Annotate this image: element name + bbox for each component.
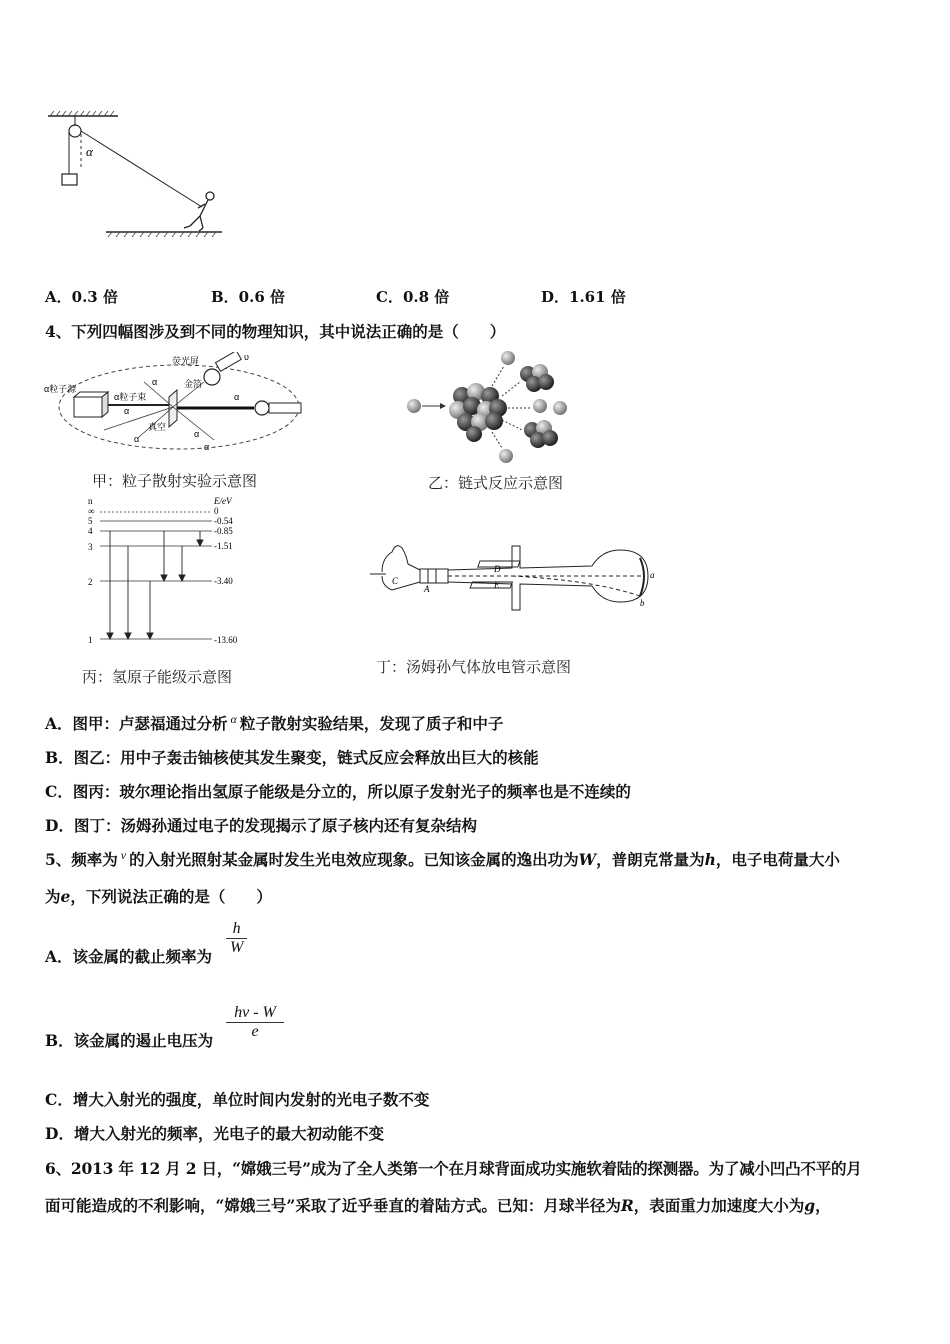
q6-part: ，	[815, 1196, 831, 1215]
tube-label-a: A	[424, 584, 430, 594]
label-beam: α粒子束	[114, 392, 147, 402]
label-screen: 荧光屏	[172, 356, 200, 366]
q5-stem-line1	[45, 848, 840, 870]
alpha-symbol: α	[230, 712, 237, 726]
level-n-4: 4	[88, 526, 93, 536]
fraction-h-over-w	[226, 920, 247, 957]
q4-option-d: D．图丁：汤姆孙通过电子的发现揭示了原子核内还有复杂结构	[45, 816, 477, 835]
discharge-tube-figure	[362, 528, 662, 624]
tube-label-a-screen: a	[650, 570, 655, 580]
angle-alpha-label: α	[86, 144, 93, 159]
e-symbol: e	[60, 887, 71, 906]
q6-part: ，表面重力加速度大小为	[633, 1196, 805, 1215]
level-e-4: -0.85	[214, 526, 233, 536]
q5-option-c: C．增大入射光的强度，单位时间内发射的光电子数不变	[45, 1090, 430, 1109]
q3-option-d: D．1.61 倍	[541, 288, 626, 306]
fraction-stopping-voltage	[226, 1004, 284, 1041]
level-n-5: 5	[88, 516, 93, 526]
q4-option-a-label: A．图甲：卢瑟福通过分析	[45, 714, 228, 733]
q4-stem: 4、下列四幅图涉及到不同的物理知识，其中说法正确的是（ ）	[45, 322, 506, 341]
q4-option-a-rest: 粒子散射实验结果，发现了质子和中子	[239, 714, 504, 733]
caption-bing: 丙：氢原子能级示意图	[82, 668, 233, 686]
w-symbol: W	[578, 850, 597, 869]
label-alpha-3: α	[134, 434, 140, 444]
q5-stem-part: ，下列说法正确的是（ ）	[70, 887, 272, 906]
q4-option-a	[45, 712, 503, 734]
level-n-2: 2	[88, 577, 93, 587]
label-vacuum: 真空	[148, 422, 167, 432]
caption-jia: 甲：粒子散射实验示意图	[92, 472, 258, 490]
label-alpha-6: α	[204, 442, 210, 452]
q5-option-d: D．增大入射光的频率，光电子的最大初动能不变	[45, 1124, 384, 1143]
q6-line2	[45, 1194, 831, 1216]
label-alpha-4: α	[194, 429, 200, 439]
tube-label-d: D	[494, 564, 501, 574]
q5-stem-part: ，普朗克常量为	[596, 850, 705, 869]
level-n-1: 1	[88, 635, 93, 645]
fraction-num: h	[232, 920, 241, 937]
q6-line1: 6、2013 年 12 月 2 日，“嫦娥三号”成为了全人类第一个在月球背面成功实施软着陆的探测器。为了减小凹凸不平的月	[45, 1159, 862, 1178]
pulley-figure	[40, 108, 230, 243]
q5-stem-part: 5、频率为	[45, 850, 118, 869]
level-n-inf: ∞	[88, 506, 95, 516]
q5-stem-part: ，电子电荷量大小	[715, 850, 840, 869]
label-alpha-source: α粒子源	[44, 384, 77, 394]
q5-stem-part: 的入射光照射某金属时发生光电效应现象。已知该金属的逸出功为	[129, 850, 579, 869]
tube-label-c: C	[392, 576, 399, 586]
level-e-3: -1.51	[214, 541, 233, 551]
caption-yi: 乙：链式反应示意图	[428, 474, 564, 492]
level-n-3: 3	[88, 542, 93, 552]
level-e-5: -0.54	[214, 516, 233, 526]
q4-option-c: C．图丙：玻尔理论指出氢原子能级是分立的，所以原子发射光子的频率也是不连续的	[45, 782, 631, 801]
label-alpha-2: α	[124, 406, 130, 416]
label-upsilon: υ	[244, 352, 249, 362]
level-e-1: -13.60	[214, 635, 238, 645]
label-alpha-1: α	[152, 377, 158, 387]
q5-option-b: B．该金属的遏止电压为	[45, 1031, 214, 1050]
tube-label-b: b	[640, 598, 645, 608]
fraction-den: e	[226, 1022, 284, 1041]
q4-option-b: B．图乙：用中子轰击铀核使其发生聚变，链式反应会释放出巨大的核能	[45, 748, 539, 767]
nu-symbol: ν	[120, 848, 127, 862]
q3-option-b: B．0.6 倍	[211, 288, 285, 306]
level-e-inf: 0	[214, 506, 219, 516]
label-alpha-5: α	[234, 392, 240, 402]
header-e: E/eV	[214, 496, 232, 506]
h-symbol: h	[704, 850, 716, 869]
fraction-den: W	[226, 938, 247, 957]
caption-ding: 丁：汤姆孙气体放电管示意图	[376, 658, 572, 676]
alpha-scattering-figure	[44, 352, 314, 462]
q5-stem-part: 为	[45, 887, 61, 906]
q3-option-a: A．0.3 倍	[45, 288, 118, 306]
q5-option-a: A．该金属的截止频率为	[45, 947, 213, 966]
label-foil: 金箔	[184, 379, 203, 389]
fraction-num: hν - W	[234, 1004, 276, 1021]
q6-part: 面可能造成的不利影响，“嫦娥三号”采取了近乎垂直的着陆方式。已知：月球半径为	[45, 1196, 621, 1215]
g-symbol: g	[804, 1196, 816, 1215]
level-e-2: -3.40	[214, 576, 233, 586]
q3-option-c: C．0.8 倍	[376, 288, 450, 306]
tube-label-e: E	[494, 580, 500, 590]
chain-reaction-figure	[400, 348, 580, 468]
energy-level-figure	[82, 496, 262, 646]
r-symbol: R	[620, 1196, 634, 1215]
header-n: n	[88, 496, 93, 506]
q5-stem-line2	[45, 885, 272, 907]
